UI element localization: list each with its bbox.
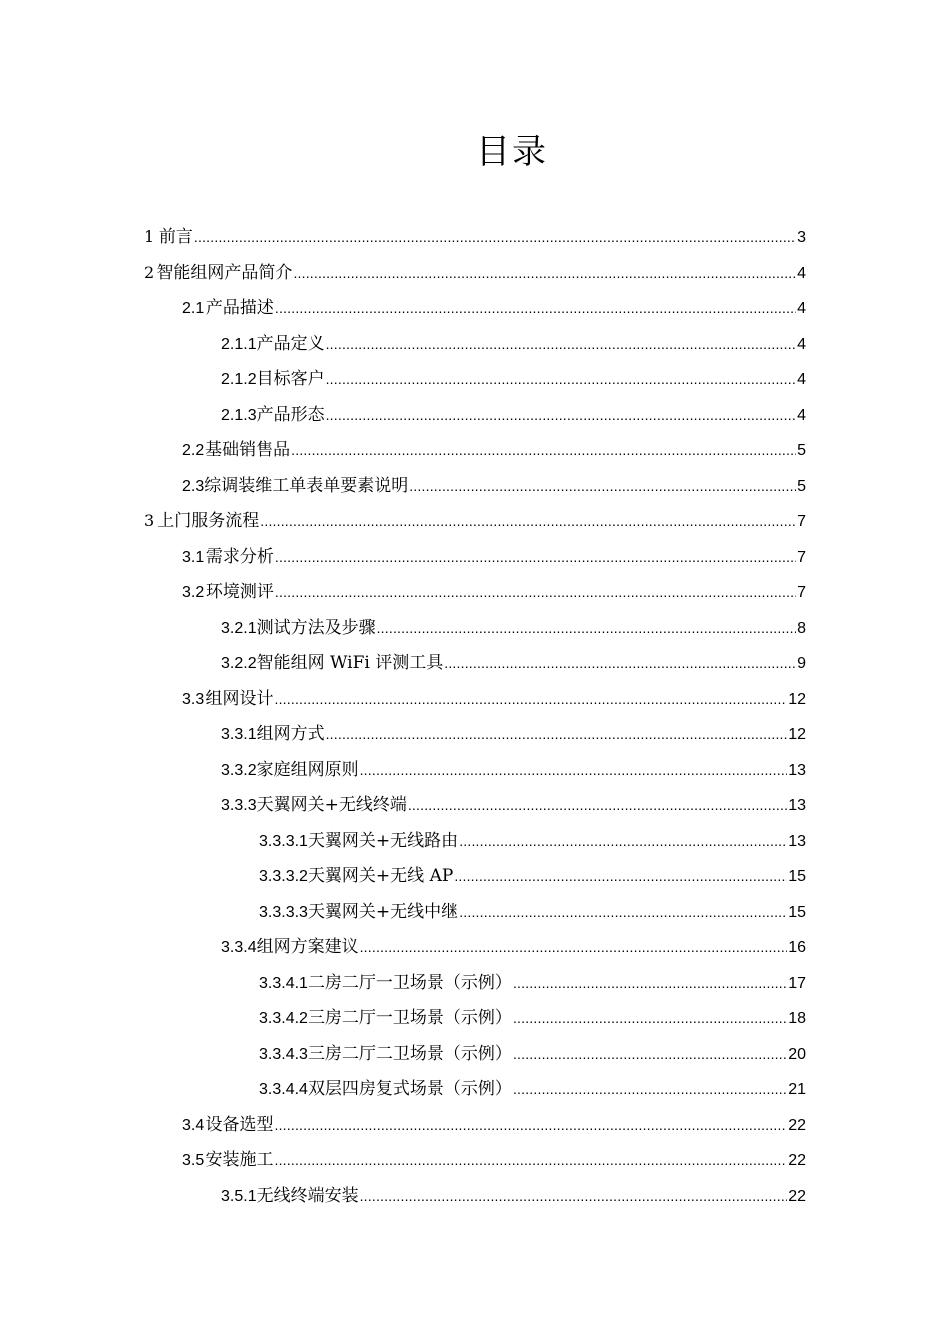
toc-entry-number: 2.1.1 <box>221 335 257 353</box>
toc-entry-number: 3.3 <box>182 690 205 708</box>
toc-entry-number: 3.2.2 <box>221 655 257 672</box>
toc-entry-number: 1 <box>144 227 155 246</box>
toc-entry-page: 13 <box>788 832 806 850</box>
toc-dot-leader <box>513 968 787 998</box>
toc-entry-title: 基础销售品 <box>205 440 291 460</box>
toc-entry-title: 上门服务流程 <box>157 511 260 531</box>
toc-entry-number: 3.3.4.3 <box>259 1045 308 1063</box>
toc-entry-number: 3.3.3.3 <box>259 903 308 921</box>
toc-entry-number: 3.3.3.1 <box>259 832 308 850</box>
toc-entry-title: 家庭组网原则 <box>256 759 359 780</box>
toc-entry-title: 需求分析 <box>205 546 274 567</box>
toc-dot-leader <box>275 577 796 607</box>
toc-entry-page: 22 <box>788 1116 806 1134</box>
toc-entry-page: 17 <box>788 974 806 992</box>
toc-entry[interactable] <box>182 1110 806 1140</box>
toc-entry[interactable] <box>259 861 806 891</box>
toc-entry-page: 4 <box>797 300 806 317</box>
toc-entry[interactable] <box>182 577 806 607</box>
toc-entry-page: 7 <box>797 513 806 530</box>
toc-entry-page: 15 <box>788 903 806 921</box>
toc-dot-leader <box>275 1110 788 1140</box>
toc-entry-page: 8 <box>797 619 806 637</box>
toc-dot-leader <box>459 897 787 927</box>
toc-entry-page: 13 <box>788 761 806 779</box>
toc-entry-title: 综调装维工单表单要素说明 <box>204 475 409 496</box>
toc-entry-title: 安装施工 <box>205 1150 274 1170</box>
toc-entry-title: 三房二厅一卫场景（示例） <box>307 1008 512 1028</box>
toc-dot-leader <box>360 932 788 962</box>
toc-entry-page: 4 <box>797 264 806 282</box>
toc-entry[interactable] <box>221 1181 806 1211</box>
toc-dot-leader <box>275 293 796 323</box>
toc-entry-title: 产品描述 <box>205 298 274 318</box>
toc-entry[interactable] <box>221 648 806 678</box>
toc-dot-leader <box>408 790 787 820</box>
toc-entry-number: 3.1 <box>182 548 205 566</box>
toc-entry-number: 2.2 <box>182 442 205 459</box>
toc-entry-page: 3 <box>797 229 806 246</box>
toc-dot-leader <box>291 435 796 465</box>
toc-entry-number: 3.3.4.4 <box>259 1081 308 1098</box>
toc-dot-leader <box>275 684 788 714</box>
toc-entry-title: 智能组网 WiFi 评测工具 <box>256 653 444 673</box>
toc-entry-title: 产品形态 <box>256 404 325 425</box>
toc-dot-leader <box>275 542 796 572</box>
toc-dot-leader <box>260 506 796 536</box>
toc-entry[interactable] <box>144 258 806 288</box>
toc-entry-page: 21 <box>788 1081 806 1098</box>
toc-entry[interactable] <box>259 968 806 998</box>
toc-entry-page: 22 <box>788 1187 806 1205</box>
toc-entry[interactable] <box>221 755 806 785</box>
toc-entry-title: 天翼网关+无线 AP <box>307 866 454 886</box>
toc-entry[interactable] <box>182 471 806 501</box>
toc-entry[interactable] <box>144 222 806 252</box>
toc-entry-title: 前言 <box>158 227 193 247</box>
toc-entry-page: 20 <box>788 1045 806 1063</box>
toc-entry-title: 天翼网关+无线终端 <box>256 795 407 815</box>
toc-entry[interactable] <box>221 400 806 430</box>
toc-entry-number: 3.5 <box>182 1152 205 1169</box>
toc-dot-leader <box>360 1181 788 1211</box>
toc-dot-leader <box>409 471 796 501</box>
toc-entry-title: 产品定义 <box>256 333 325 354</box>
toc-entry-number: 3.3.1 <box>221 726 257 743</box>
toc-entry[interactable] <box>259 1003 806 1033</box>
toc-entry-number: 2 <box>144 262 155 282</box>
toc-entry-page: 15 <box>788 868 806 885</box>
toc-entry[interactable] <box>182 684 806 714</box>
toc-entry[interactable] <box>259 897 806 927</box>
toc-entry-number: 3.2 <box>182 584 205 601</box>
toc-dot-leader <box>326 364 797 394</box>
toc-entry-page: 12 <box>788 690 806 708</box>
toc-dot-leader <box>326 719 788 749</box>
toc-entry-page: 9 <box>797 655 806 672</box>
toc-entry-number: 2.1.2 <box>221 371 257 388</box>
toc-entry-title: 组网方式 <box>256 724 325 744</box>
toc-entry-number: 3 <box>144 511 155 530</box>
toc-entry-page: 4 <box>797 371 806 388</box>
toc-dot-leader <box>377 613 797 643</box>
toc-entry-title: 测试方法及步骤 <box>256 617 376 638</box>
toc-entry[interactable] <box>182 435 806 465</box>
toc-entry[interactable] <box>221 790 806 820</box>
toc-entry-page: 22 <box>788 1152 806 1169</box>
toc-dot-leader <box>326 329 797 359</box>
toc-entry[interactable] <box>259 1039 806 1069</box>
toc-entry-title: 目标客户 <box>256 369 325 389</box>
toc-entry-number: 3.3.3 <box>221 797 257 814</box>
toc-entry-title: 组网方案建议 <box>256 937 359 957</box>
toc-dot-leader <box>275 1145 788 1175</box>
toc-entry[interactable] <box>221 613 806 643</box>
toc-entry-number: 3.4 <box>182 1116 205 1134</box>
toc-entry-page: 7 <box>797 548 806 566</box>
toc-dot-leader <box>444 648 796 678</box>
toc-dot-leader <box>513 1039 787 1069</box>
toc-dot-leader <box>326 400 797 430</box>
toc-entry-page: 12 <box>788 726 806 743</box>
toc-entry-title: 无线终端安装 <box>256 1185 359 1206</box>
toc-entry-number: 3.3.4.2 <box>259 1010 308 1027</box>
toc-entry-number: 3.2.1 <box>221 619 257 637</box>
page-title: 目录 <box>476 132 548 172</box>
toc-entry-page: 5 <box>797 477 806 495</box>
toc-entry-title: 设备选型 <box>205 1114 274 1135</box>
toc-entry-number: 3.3.4.1 <box>259 974 308 992</box>
toc-entry[interactable] <box>221 329 806 359</box>
toc-entry-page: 5 <box>797 442 806 459</box>
toc-entry-number: 2.1 <box>182 300 205 317</box>
toc-dot-leader <box>293 258 796 288</box>
toc-dot-leader <box>360 755 788 785</box>
toc-entry-number: 2.3 <box>182 477 205 495</box>
toc-entry-title: 环境测评 <box>205 582 274 602</box>
toc-dot-leader <box>454 861 787 891</box>
toc-entry[interactable] <box>259 826 806 856</box>
toc-entry-number: 3.3.2 <box>221 761 257 779</box>
toc-entry-page: 4 <box>797 406 806 424</box>
toc-entry-page: 16 <box>788 939 806 956</box>
toc-entry[interactable] <box>182 542 806 572</box>
toc-entry[interactable] <box>221 932 806 962</box>
toc-entry-page: 13 <box>788 797 806 814</box>
toc-dot-leader <box>513 1074 787 1104</box>
toc-entry-title: 天翼网关+无线中继 <box>307 901 459 922</box>
toc-entry-page: 18 <box>788 1010 806 1027</box>
toc-entry[interactable] <box>221 364 806 394</box>
toc-entry-title: 组网设计 <box>205 688 274 709</box>
toc-dot-leader <box>513 1003 787 1033</box>
toc-entry-title: 二房二厅一卫场景（示例） <box>307 972 512 993</box>
toc-entry-page: 4 <box>797 335 806 353</box>
toc-entry-number: 3.3.4 <box>221 939 257 956</box>
toc-entry-title: 双层四房复式场景（示例） <box>307 1079 512 1099</box>
toc-entry[interactable] <box>182 293 806 323</box>
toc-entry[interactable] <box>259 1074 806 1104</box>
toc-entry-page: 7 <box>797 584 806 601</box>
toc-entry[interactable] <box>182 1145 806 1175</box>
toc-entry-number: 3.3.3.2 <box>259 868 308 885</box>
toc-entry[interactable] <box>221 719 806 749</box>
toc-entry-number: 2.1.3 <box>221 406 257 424</box>
toc-dot-leader <box>459 826 787 856</box>
toc-entry-title: 智能组网产品简介 <box>156 262 293 283</box>
toc-entry-title: 天翼网关+无线路由 <box>307 830 459 851</box>
toc-entry-title: 三房二厅二卫场景（示例） <box>307 1043 512 1064</box>
toc-entry[interactable] <box>144 506 806 536</box>
toc-entry-number: 3.5.1 <box>221 1187 257 1205</box>
toc-dot-leader <box>194 222 796 252</box>
